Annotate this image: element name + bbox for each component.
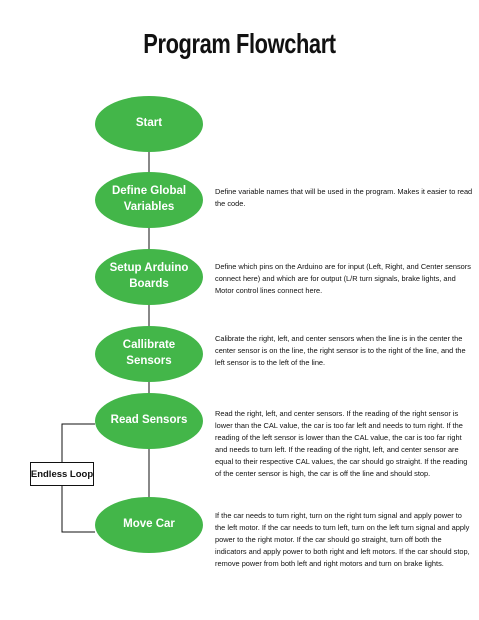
description-define-global-variables: Define variable names that will be used in the program. Makes it easier to read the code.	[215, 187, 473, 208]
node-calibrate-sensors	[95, 326, 203, 382]
endless-loop-label: Endless Loop	[30, 462, 94, 486]
node-label: Callibrate Sensors	[122, 339, 176, 367]
description-read-sensors: Read the right, left, and center sensors. If the reading of the right sensor is lower than the CAL value, the car is too far left and needs to turn right. If the reading of the left sensor is lower than the CAL value, the car is too far right and needs to turn left. If the reading of the right, left, and center sensor are equal to their respective CAL values, the car should go straight. If the reading of the center sensor is high, the car is off the line and should stop.	[215, 409, 468, 478]
description-setup-arduino-boards: Define which pins on the Arduino are for input (Left, Right, and Center sensors connect here) and which are for output (L/R turn signals, brake lights, and Motor control lines connect here.	[215, 262, 471, 295]
node-label: Define Global Variables	[111, 185, 187, 213]
description-move-car: If the car needs to turn right, turn on the right turn signal and apply power to the left motor. If the car needs to turn left, turn on the left turn signal and apply power to the right motor. If the car should go straight, turn off both the indicators and apply power to both right and left motors. If the car should stop, remove power from both left and right motors and turn on brake lights.	[215, 511, 470, 568]
page-title: Program Flowchart	[143, 28, 336, 59]
node-read-sensors	[95, 393, 203, 449]
node-start	[95, 96, 203, 152]
node-move-car	[95, 497, 203, 553]
node-label: Start	[135, 117, 163, 130]
description-calibrate-sensors: Calibrate the right, left, and center sensors when the line is in the center the center sensor is on the line, the right sensor is to the right of the line, and the left sensor is to the left of the line.	[215, 334, 466, 367]
node-label: Move Car	[123, 518, 175, 531]
node-setup-arduino-boards	[95, 249, 203, 305]
node-label: Setup Arduino Boards	[109, 262, 189, 290]
node-define-global-variables	[95, 172, 203, 228]
node-label: Read Sensors	[110, 414, 188, 427]
